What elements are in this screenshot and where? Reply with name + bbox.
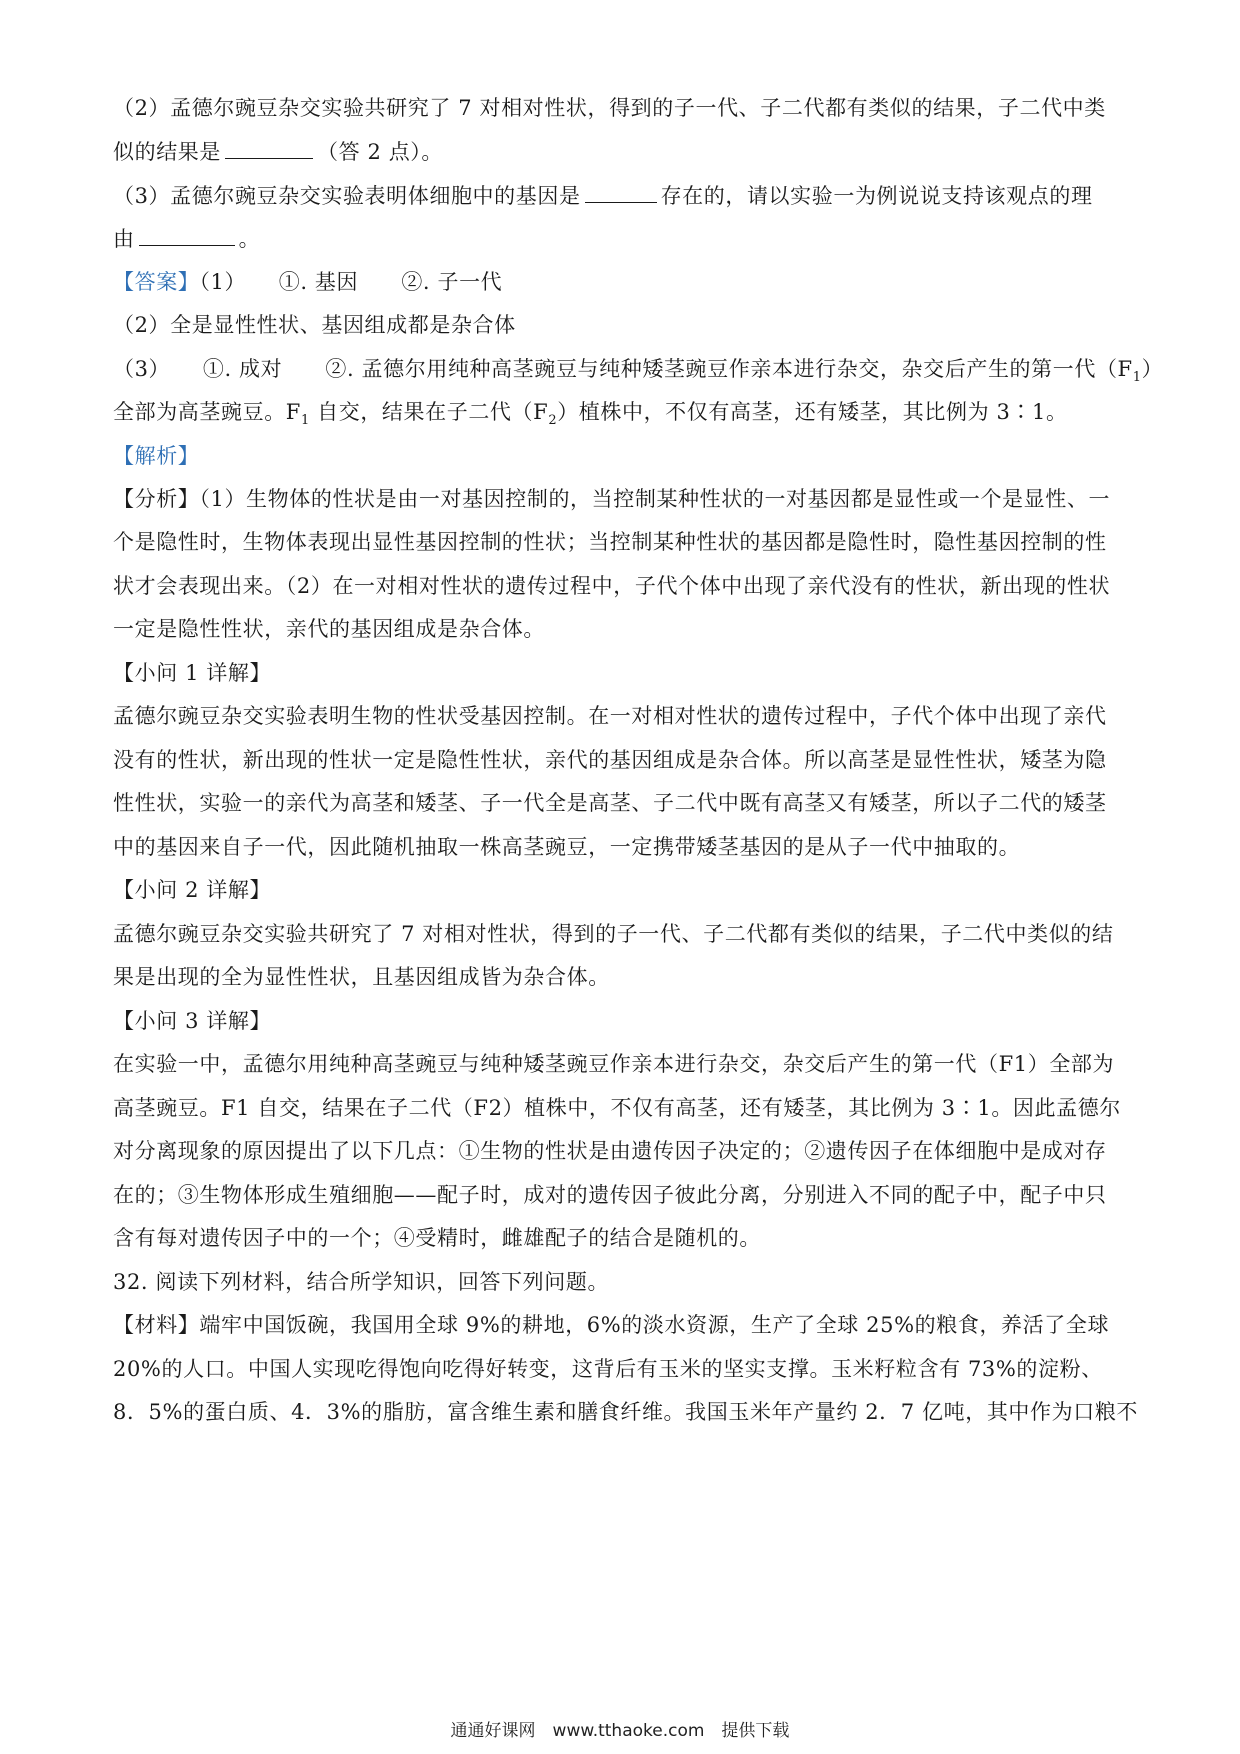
page-footer: 通通好课网 www.tthaoke.com 提供下载 — [450, 1721, 790, 1741]
analysis-tag: 【解析】 — [113, 444, 200, 468]
material-line: 【材料】端牢中国饭碗，我国用全球 9%的耕地，6%的淡水资源，生产了全球 25%的粮食，养活了全球 — [113, 1313, 1110, 1337]
detail-3-line: 在的；③生物体形成生殖细胞——配子时，成对的遗传因子彼此分离，分别进入不同的配子中，配子中只 — [113, 1183, 1107, 1207]
question-3-text-cont: 由 。 — [113, 227, 261, 251]
answer-blank[interactable] — [139, 225, 235, 246]
answer-tag: 【答案】 — [113, 270, 200, 294]
material-line: 20%的人口。中国人实现吃得饱向吃得好转变，这背后有玉米的坚实支撑。玉米籽粒含有 73%的淀粉、 — [113, 1357, 1103, 1381]
detail-2-line: 孟德尔豌豆杂交实验共研究了 7 对相对性状，得到的子一代、子二代都有类似的结果，子二代中类似的结 — [113, 922, 1114, 946]
answer-blank[interactable] — [585, 182, 657, 203]
detail-3-line: 高茎豌豆。F1 自交，结果在子二代（F2）植株中，不仅有高茎，还有矮茎，其比例为 3∶1。因此孟德尔 — [113, 1096, 1121, 1120]
analysis-line: 个是隐性时，生物体表现出显性基因控制的性状；当控制某种性状的基因都是隐性时，隐性基因控制的性 — [113, 530, 1107, 554]
answer-line-4: 全部为高茎豌豆。$F_1$ 自交，结果在子二代$(F_2)$植株中，不仅有高茎，还有矮茎，其比例为 3∶1。 — [113, 400, 1068, 429]
analysis-line: 【分析】（1）生物体的性状是由一对基因控制的，当控制某种性状的一对基因都是显性或一个是显性、一 — [113, 487, 1111, 511]
analysis-line: 状才会表现出来。（2）在一对相对性状的遗传过程中，子代个体中出现了亲代没有的性状，新出现的性状 — [113, 574, 1111, 598]
detail-1-line: 性性状，实验一的亲代为高茎和矮茎、子一代全是高茎、子二代中既有高茎又有矮茎，所以子二代的矮茎 — [113, 791, 1107, 815]
detail-3-heading: 【小问 3 详解】 — [113, 1009, 272, 1033]
detail-1-line: 中的基因来自子一代，因此随机抽取一株高茎豌豆，一定携带矮茎基因的是从子一代中抽取的。 — [113, 835, 1021, 859]
detail-1-line: 孟德尔豌豆杂交实验表明生物的性状受基因控制。在一对相对性状的遗传过程中，子代个体中出现了亲代 — [113, 704, 1107, 728]
detail-2-heading: 【小问 2 详解】 — [113, 878, 272, 902]
detail-3-line: 对分离现象的原因提出了以下几点：①生物的性状是由遗传因子决定的；②遗传因子在体细胞中是成对存 — [113, 1139, 1107, 1163]
detail-2-line: 果是出现的全为显性性状，且基因组成皆为杂合体。 — [113, 965, 610, 989]
answer-line-1: 【答案】（1） ①. 基因 ②. 子一代 — [113, 270, 503, 294]
detail-1-heading: 【小问 1 详解】 — [113, 661, 272, 685]
question-32-title: 32. 阅读下列材料，结合所学知识，回答下列问题。 — [113, 1270, 610, 1294]
detail-3-line: 含有每对遗传因子中的一个；④受精时，雌雄配子的结合是随机的。 — [113, 1226, 761, 1250]
analysis-line: 一定是隐性性状，亲代的基因组成是杂合体。 — [113, 617, 545, 641]
question-3-text: （3）孟德尔豌豆杂交实验表明体细胞中的基因是 存在的，请以实验一为例说说支持该观点的理 — [113, 184, 1093, 208]
detail-3-line: 在实验一中，孟德尔用纯种高茎豌豆与纯种矮茎豌豆作亲本进行杂交，杂交后产生的第一代（F1）全部为 — [113, 1052, 1115, 1076]
answer-line-2: （2）全是显性性状、基因组成都是杂合体 — [113, 313, 516, 337]
answer-blank[interactable] — [225, 138, 313, 159]
answer-line-3: （3） ①. 成对 ②. 孟德尔用纯种高茎豌豆与纯种矮茎豌豆作亲本进行杂交，杂交后产生的第一代$(F_1)$ — [113, 357, 1164, 386]
question-2-text-cont: 似的结果是 （答 2 点）。 — [113, 140, 444, 164]
question-2-text: （2）孟德尔豌豆杂交实验共研究了 7 对相对性状，得到的子一代、子二代都有类似的结果，子二代中类 — [113, 96, 1106, 120]
detail-1-line: 没有的性状，新出现的性状一定是隐性性状，亲代的基因组成是杂合体。所以高茎是显性性状，矮茎为隐 — [113, 748, 1107, 772]
material-line: 8．5%的蛋白质、4．3%的脂肪，富含维生素和膳食纤维。我国玉米年产量约 2．7 亿吨，其中作为口粮不 — [113, 1400, 1139, 1424]
